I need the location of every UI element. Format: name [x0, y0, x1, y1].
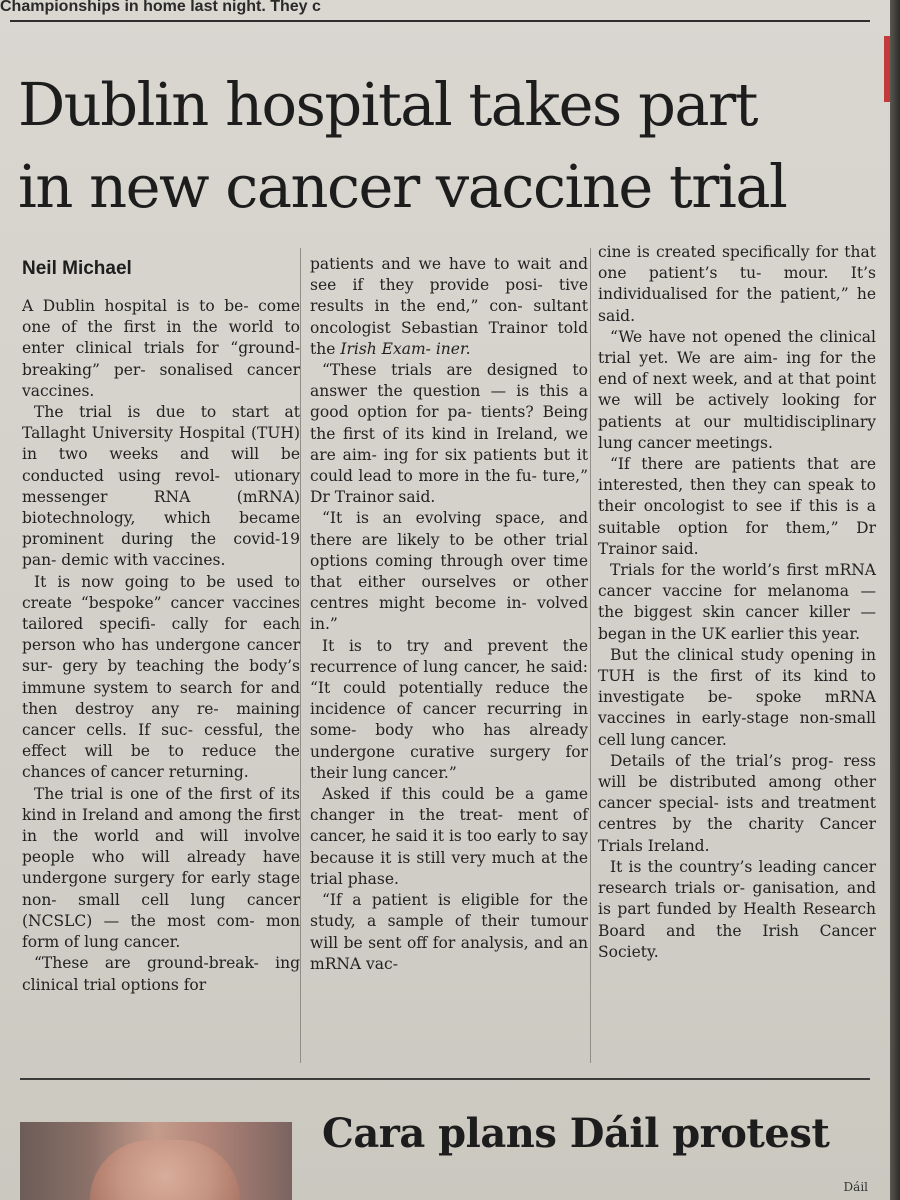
- article-column-1: [22, 296, 300, 996]
- headline-line-1: Dublin hospital takes part: [18, 70, 757, 139]
- bottom-rule: [20, 1078, 870, 1080]
- paragraph: Asked if this could be a game changer in the treat- ment of cancer, he said it is too early to say because it is still very much at the trial phase.: [310, 785, 588, 888]
- paragraph: The trial is due to start at Tallaght University Hospital (TUH) in two weeks and will be conducted using revol- utionary messenger RNA (mRNA) biotechnology, which became prominent during the covid-19 pan- demic with vaccines.: [22, 403, 300, 570]
- photo-subject: [90, 1140, 240, 1200]
- paragraph: [310, 254, 588, 360]
- article-column-2: [310, 254, 588, 975]
- page-edge-shadow: [890, 0, 900, 1200]
- headline: [18, 64, 878, 228]
- next-article-fragment: Dáil: [843, 1180, 868, 1194]
- news-photo: [20, 1122, 292, 1200]
- paragraph-text: patients and we have to wait and see if they provide posi- tive results in the end,” con- sultant oncologist Sebastian Trainor told the: [310, 255, 588, 358]
- paragraph: cine is created specifically for that one patient’s tu- mour. It’s individualised for the patient,” he said.: [598, 243, 876, 325]
- paragraph: The trial is one of the first of its kind in Ireland and among the first in the world and will involve people who will already have undergone surgery for early stage non- small cell lung cancer (NCSLC) — the most com- mon form of lung cancer.: [22, 784, 300, 952]
- paragraph: It is the country’s leading cancer research trials or- ganisation, and is part funded by Health Research Board and the Irish Cancer Society.: [598, 857, 876, 961]
- paragraph: “It is an evolving space, and there are likely to be other trial options coming through over time that either ourselves or other centres might become in- volved in.”: [310, 509, 588, 634]
- column-divider: [590, 248, 591, 1063]
- paragraph: “We have not opened the clinical trial yet. We are aim- ing for the end of next week, and at that point we will be actively looking for patients at our multidisciplinary lung cancer meetings.: [598, 327, 876, 452]
- paragraph: It is to try and prevent the recurrence of lung cancer, he said: “It could potentially reduce the incidence of cancer recurring in some- body who has already undergone curative surgery for their lung cancer.”: [310, 636, 588, 782]
- paragraph: “These trials are designed to answer the question — is this a good option for pa- tients? Being the first of its kind in Ireland, we are aim- ing for six patients but it could lead to more in the fu- ture,” Dr Trainor said.: [310, 361, 588, 507]
- byline: Neil Michael: [22, 258, 132, 279]
- paragraph: “These are ground-break- ing clinical trial options for: [22, 954, 300, 994]
- column-divider: [300, 248, 301, 1063]
- top-rule: [10, 20, 870, 22]
- next-article-headline: Cara plans Dáil protest: [322, 1110, 830, 1157]
- paragraph: Details of the trial’s prog- ress will be distributed among other cancer special- ists and treatment centres by the charity Cancer Trials Ireland.: [598, 751, 876, 855]
- paragraph: Trials for the world’s first mRNA cancer vaccine for melanoma — the biggest skin cancer killer — began in the UK earlier this year.: [598, 561, 876, 643]
- publication-name: Irish Exam- iner.: [340, 339, 471, 358]
- paragraph: A Dublin hospital is to be- come one of the first in the world to enter clinical trials for “ground-breaking” per- sonalised cancer vaccines.: [22, 297, 300, 400]
- paragraph: “If a patient is eligible for the study, a sample of their tumour will be sent off for analysis, and an mRNA vac-: [310, 891, 588, 973]
- article-column-3: [598, 242, 876, 963]
- paragraph: “If there are patients that are interested, then they can speak to their oncologist to see if this is a suitable option for them,” Dr Trainor said.: [598, 455, 876, 558]
- paragraph: It is now going to be used to create “bespoke” cancer vaccines tailored specifi- cally for each person who has undergone cancer sur- gery by teaching the body’s immune system to search for and then destroy any re- maining cancer cells. If suc- cessful, the effect will be to reduce the chances of cancer returning.: [22, 572, 300, 782]
- headline-line-2: in new cancer vaccine trial: [18, 152, 787, 221]
- paragraph: But the clinical study opening in TUH is the first of its kind to investigate be- spoke mRNA vaccines in early-stage non-small cell lung cancer.: [598, 645, 876, 749]
- previous-article-fragment: Championships in home last night. They c: [0, 0, 321, 15]
